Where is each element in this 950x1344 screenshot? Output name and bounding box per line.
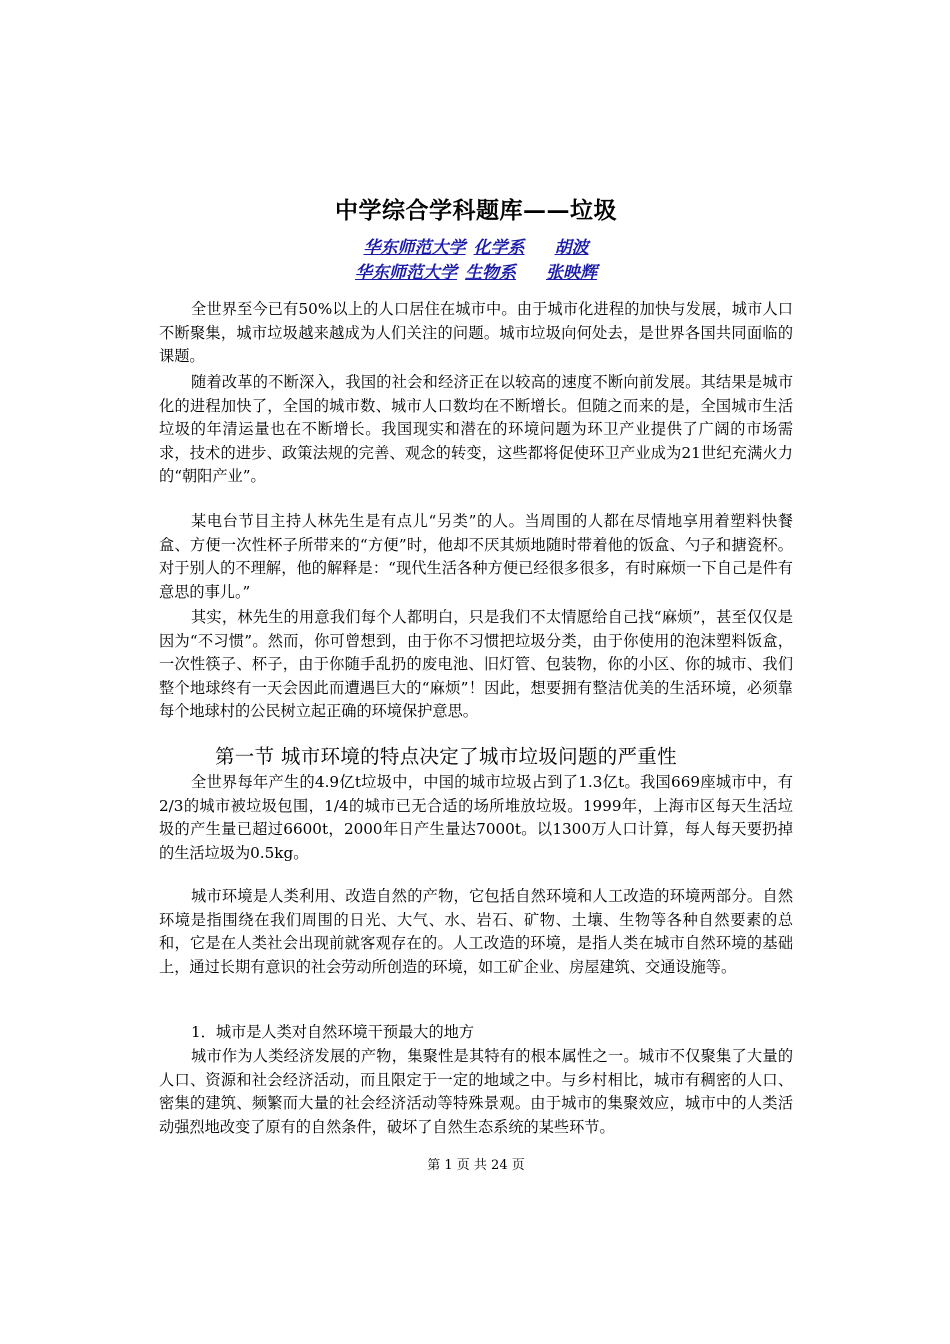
author-1-university-link[interactable]: 华东师范大学 [363, 238, 466, 258]
section-heading: 第一节 城市环境的特点决定了城市垃圾问题的严重性 [215, 745, 677, 768]
author-line-1 [159, 236, 793, 260]
author-2-university-link[interactable]: 华东师范大学 [355, 263, 457, 283]
section-paragraph-2: 城市环境是人类利用、改造自然的产物，它包括自然环境和人工改造的环境两部分。自然环境是指围绕在我们周围的日光、大气、水、岩石、矿物、土壤、生物等各种自然要素的总和，它是在人类社会出现前就客观存在的。人工改造的环境，是指人类在城市自然环境的基础上，通过长期有意识的社会劳动所创造的环境，如工矿企业、房屋建筑、交通设施等。 [159, 887, 793, 976]
author-1-name-link[interactable]: 胡波 [554, 238, 589, 258]
subsection-paragraph: 城市作为人类经济发展的产物，集聚性是其特有的根本属性之一。城市不仅聚集了大量的人口、资源和社会经济活动，而且限定于一定的地域之中。与乡村相比，城市有稠密的人口、密集的建筑、频繁而大量的社会经济活动等特殊景观。由于城市的集聚效应，城市中的人类活动强烈地改变了原有的自然条件，破坏了自然生态系统的某些环节。 [159, 1047, 793, 1136]
intro-paragraph-4: 其实，林先生的用意我们每个人都明白，只是我们不太情愿给自己找“麻烦”，甚至仅仅是因为“不习惯”。然而，你可曾想到，由于你不习惯把垃圾分类，由于你使用的泡沫塑料饭盒，一次性筷子、杯子，由于你随手乱扔的废电池、旧灯管、包装物，你的小区、你的城市、我们整个地球终有一天会因此而遭遇巨大的“麻烦”！因此，想要拥有整洁优美的生活环境，必须靠每个地球村的公民树立起正确的环境保护意思。 [159, 608, 793, 721]
author-2-name-link[interactable]: 张映辉 [546, 263, 597, 283]
section-paragraph-1: 全世界每年产生的4.9亿t垃圾中，中国的城市垃圾占到了1.3亿t。我国669座城市中，有2/3的城市被垃圾包围，1/4的城市已无合适的场所堆放垃圾。1999年，上海市区每天生活垃圾的产生量已超过6600t，2000年日产生量达7000t。以1300万人口计算，每人每天要扔掉的生活垃圾为0.5kg。 [159, 773, 793, 862]
author-1-department-link[interactable]: 化学系 [473, 238, 525, 258]
intro-paragraph-1: 全世界至今已有50%以上的人口居住在城市中。由于城市化进程的加快与发展，城市人口不断聚集，城市垃圾越来越成为人们关注的问题。城市垃圾向何处去，是世界各国共同面临的课题。 [159, 300, 793, 366]
subsection-heading: 1．城市是人类对自然环境干预最大的地方 [191, 1023, 475, 1041]
author-2-department-link[interactable]: 生物系 [465, 263, 516, 283]
page-footer: 第 1 页 共 24 页 [427, 1158, 525, 1173]
document-page [159, 0, 793, 1344]
intro-paragraph-2: 随着改革的不断深入，我国的社会和经济正在以较高的速度不断向前发展。其结果是城市化的进程加快了，全国的城市数、城市人口数均在不断增长。但随之而来的是，全国城市生活垃圾的年清运量也在不断增长。我国现实和潜在的环境问题为环卫产业提供了广阔的市场需求，技术的进步、政策法规的完善、观念的转变，这些都将促使环卫产业成为21世纪充满火力的“朝阳产业”。 [159, 373, 793, 486]
intro-paragraph-3: 某电台节目主持人林先生是有点儿“另类”的人。当周围的人都在尽情地享用着塑料快餐盒、方便一次性杯子所带来的“方便”时，他却不厌其烦地随时带着他的饭盒、勺子和搪瓷杯。对于别人的不理解，他的解释是：“现代生活各种方便已经很多很多，有时麻烦一下自己是件有意思的事儿。” [159, 512, 793, 601]
document-title: 中学综合学科题库——垃圾 [335, 197, 617, 224]
author-line-2 [159, 261, 793, 285]
